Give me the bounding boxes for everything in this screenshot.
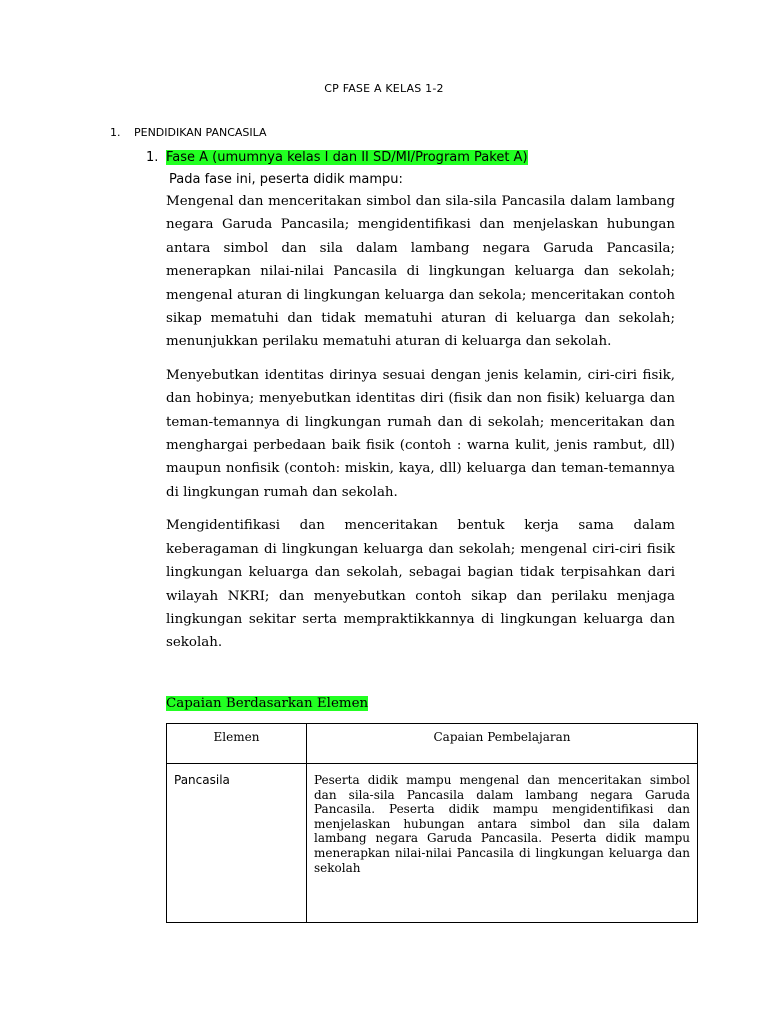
table-row: [167, 764, 698, 923]
cell-capaian: Peserta didik mampu mengenal dan menceritakan simbol dan sila-sila Pancasila dalam lambang negara Garuda Pancasila. Peserta didik mampu mengidentifikasi dan menjelaskan hubungan antara simbol dan sila dalam lambang negara Garuda Pancasila. Peserta didik mampu menerapkan nilai-nilai Pancasila di lingkungan keluarga dan sekolah: [307, 764, 698, 923]
section-label: PENDIDIKAN PANCASILA: [134, 126, 267, 139]
capaian-table: [166, 723, 698, 923]
document-title: CP FASE A KELAS 1-2: [324, 82, 444, 95]
body-paragraphs: [166, 190, 675, 665]
element-heading-text: Capaian Berdasarkan Elemen: [166, 696, 369, 711]
fase-label: Fase A (umumnya kelas I dan II SD/MI/Program Paket A): [166, 150, 528, 165]
paragraph-3: Mengidentifikasi dan menceritakan bentuk kerja sama dalam keberagaman di lingkungan keluarga dan sekolah; mengenal ciri-ciri fisik lingkungan keluarga dan sekolah, sebagai bagian tidak terpisahkan dari wilayah NKRI; dan menyebutkan contoh sikap dan perilaku menjaga lingkungan sekitar serta mempraktikkannya di lingkungan keluarga dan sekolah.: [166, 518, 675, 651]
paragraph-2: Menyebutkan identitas dirinya sesuai dengan jenis kelamin, ciri-ciri fisik, dan hobinya; menyebutkan identitas diri (fisik dan non fisik) keluarga dan teman-temannya di lingkungan rumah dan di sekolah; menceritakan dan menghargai perbedaan baik fisik (contoh : warna kulit, jenis rambut, dll) maupun nonfisik (contoh: miskin, kaya, dll) keluarga dan teman-temannya di lingkungan rumah dan sekolah.: [166, 367, 675, 500]
header-capaian: Capaian Pembelajaran: [307, 724, 698, 764]
header-elemen: Elemen: [167, 724, 307, 764]
fase-number: 1.: [146, 150, 159, 165]
section-heading: [110, 126, 267, 139]
paragraph-1: Mengenal dan menceritakan simbol dan sila-sila Pancasila dalam lambang negara Garuda Pancasila; mengidentifikasi dan menjelaskan hubungan antara simbol dan sila dalam lambang negara Garuda Pancasila; menerapkan nilai-nilai Pancasila di lingkungan keluarga dan sekolah; mengenal aturan di lingkungan keluarga dan sekola; menceritakan contoh sikap mematuhi dan tidak mematuhi aturan di keluarga dan sekolah; menunjukkan perilaku mematuhi aturan di keluarga dan sekolah.: [166, 194, 675, 350]
intro-text: Pada fase ini, peserta didik mampu:: [169, 172, 403, 187]
fase-heading: [146, 150, 528, 165]
element-heading: [166, 696, 368, 711]
section-number: 1.: [110, 126, 121, 139]
table-header-row: [167, 724, 698, 764]
cell-elemen: Pancasila: [167, 764, 307, 923]
